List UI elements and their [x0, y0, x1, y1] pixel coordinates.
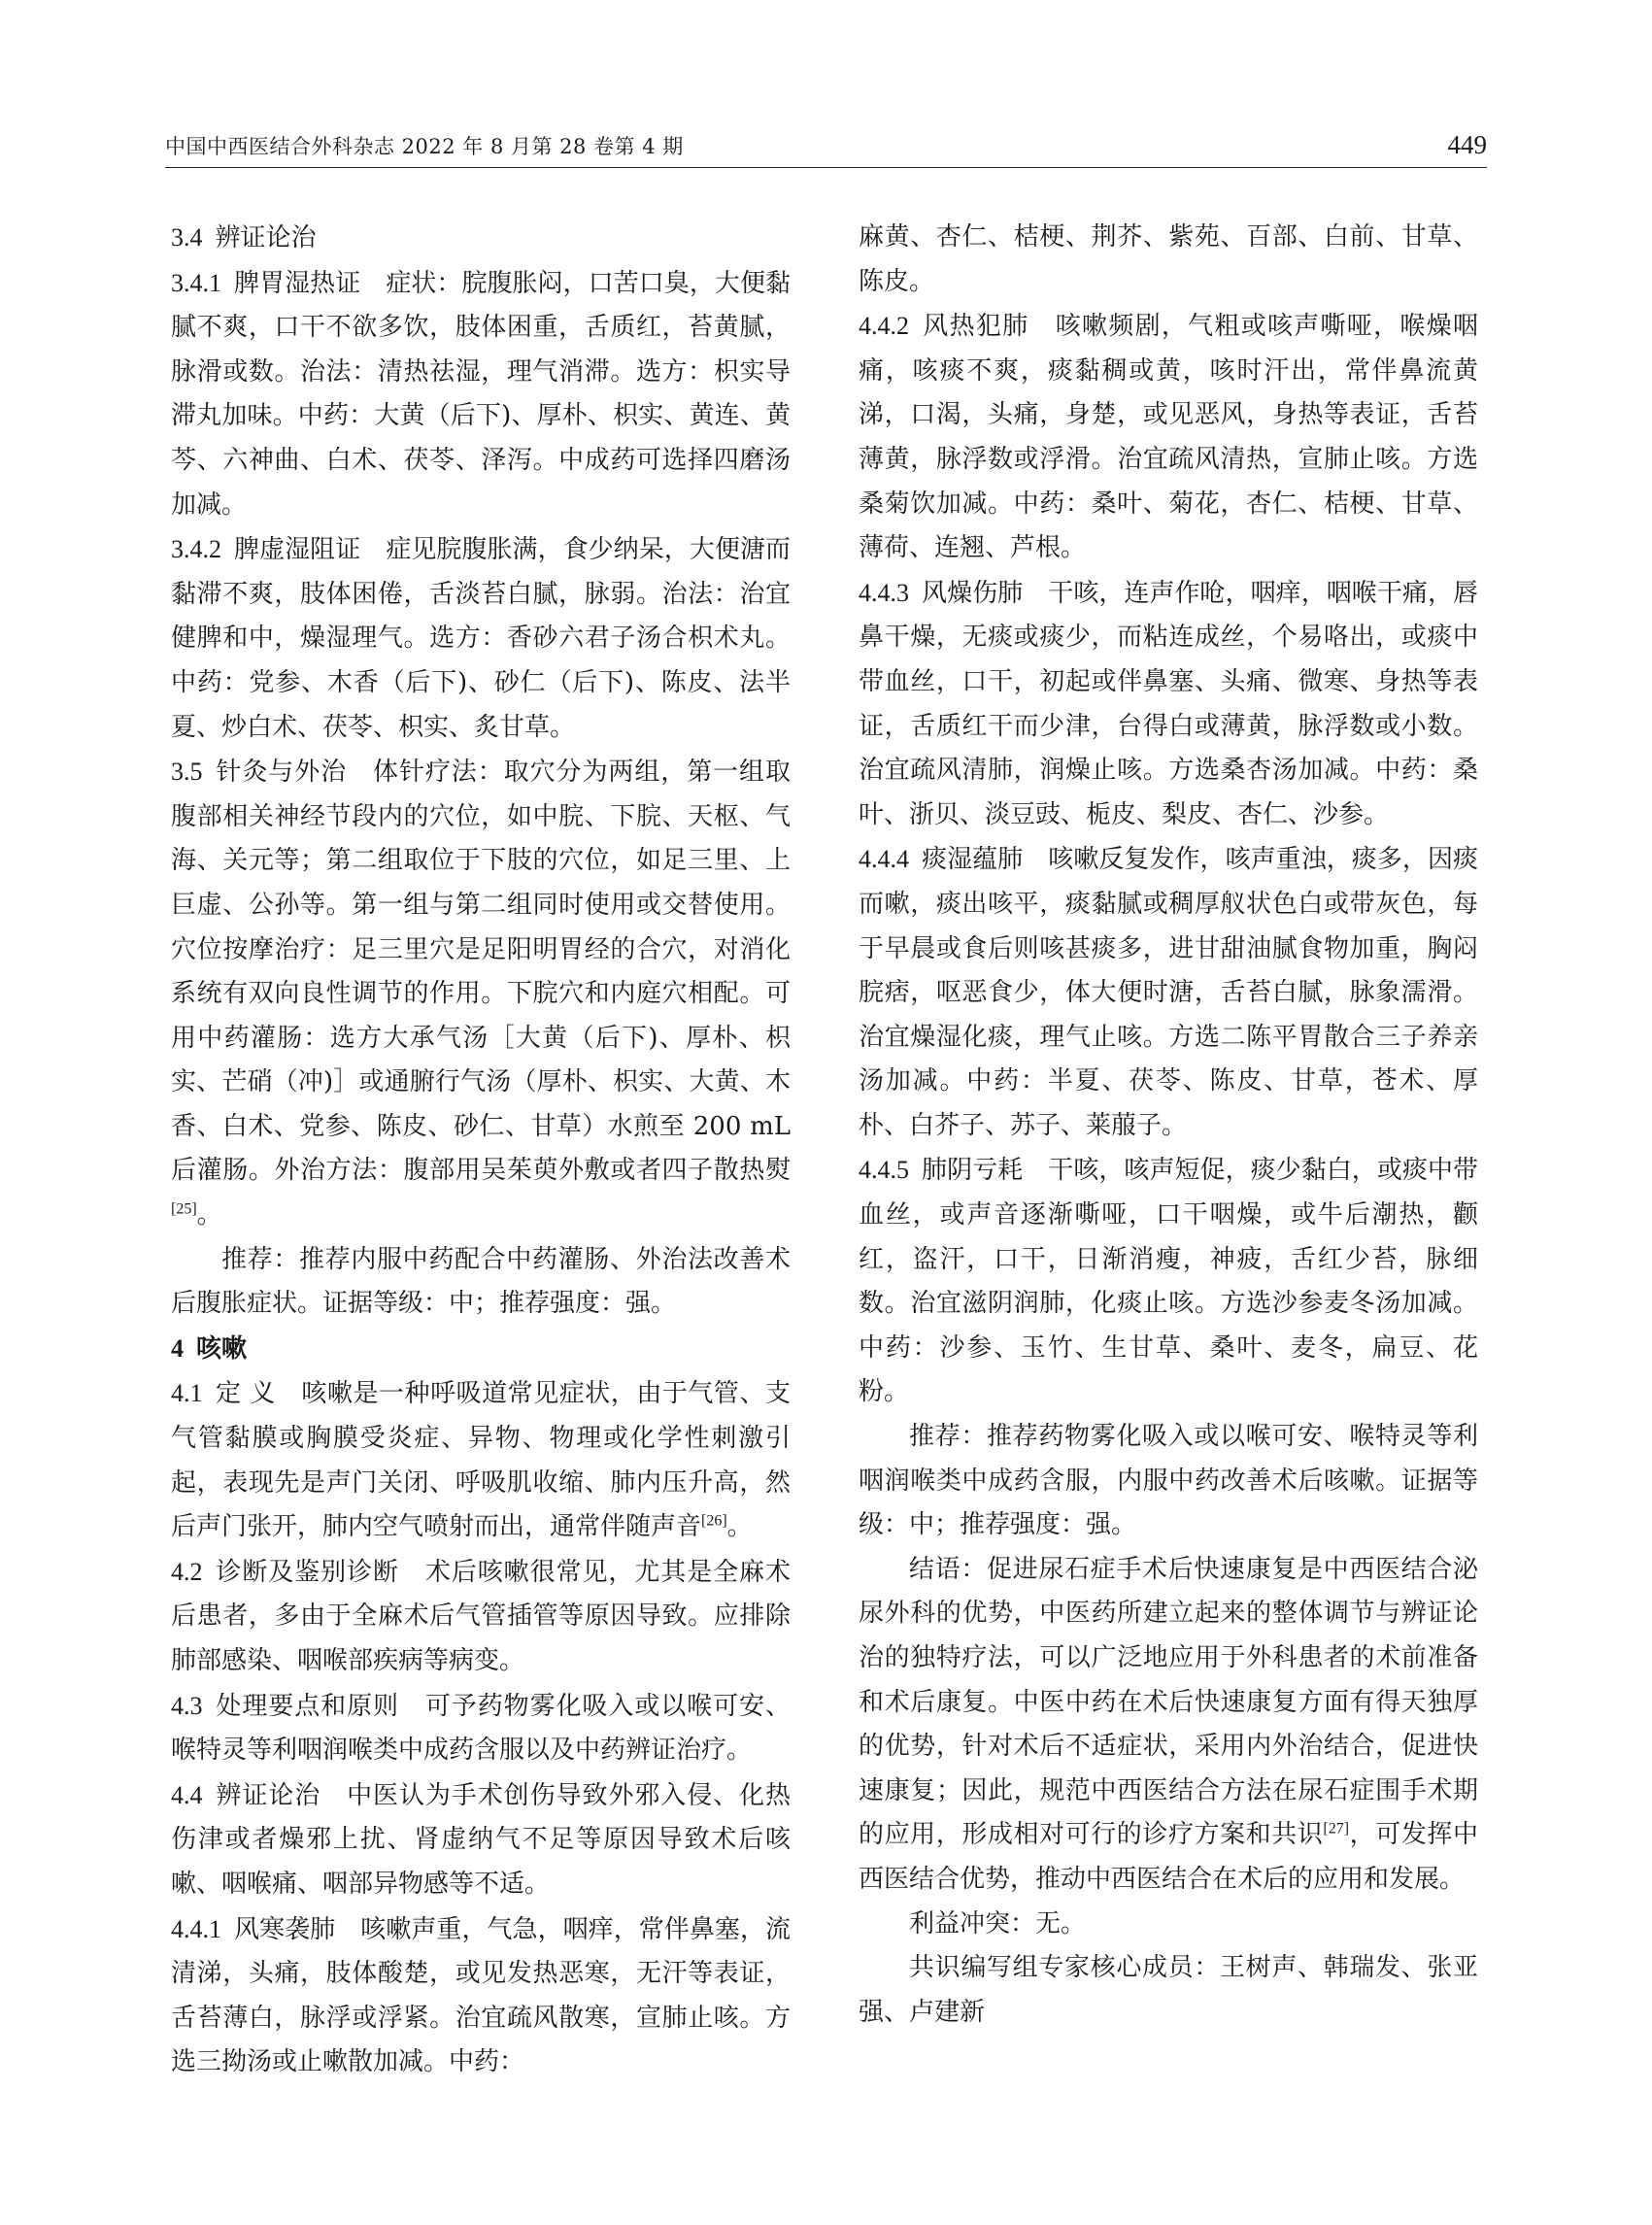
paragraph-text: 风燥伤肺 干咳，连声作呛，咽痒，咽喉干痛，唇鼻干燥，无痰或痰少，而粘连成丝，个易咯出，或痰中带血丝，口干，初起或伴鼻塞、头痛、微寒、身热等表证，舌质红干而少津，台得白或薄黄，脉浮数或小数。治宜疏风清肺，润燥止咳。方选桑杏汤加减。中药：桑叶、浙贝、淡豆豉、栀皮、梨皮、杏仁、沙参。: [859, 578, 1478, 829]
paragraph-4-4-1: [171, 1907, 791, 2085]
expert-members: 共识编写组专家核心成员：王树声、韩瑞发、张亚强、卢建新: [859, 1953, 1478, 2027]
section-number: 3.4: [171, 223, 203, 252]
section-number: 4.4.5: [859, 1156, 909, 1185]
paragraph-4-4-3: [859, 571, 1478, 838]
paragraph-text: 肺阴亏耗 干咳，咳声短促，痰少黏白，或痰中带血丝，或声音逐渐嘶哑，口干咽燥，或牛后潮热，颧红，盗汗，口干，日渐消瘦，神疲，舌红少苔，脉细数。治宜滋阴润肺，化痰止咳。方选沙参麦冬汤加减。中药：沙参、玉竹、生甘草、桑叶、麦冬，扁豆、花粉。: [859, 1156, 1478, 1407]
paragraph-4-3: [171, 1684, 791, 1773]
paragraph-text: 脾虚湿阻证 症见脘腹胀满，食少纳呆，大便溏而黏滞不爽，肢体困倦，舌淡苔白腻，脉弱。治法：治宜健脾和中，燥湿理气。选方：香砂六君子汤合枳术丸。中药：党参、木香（后下)、砂仁（后下)、陈皮、法半夏、炒白术、茯苓、枳实、炙甘草。: [171, 535, 791, 742]
paragraph-4-4-5: [859, 1148, 1478, 1415]
paragraph-4-4-1-continued: 麻黄、杏仁、桔梗、荆芥、紫苑、百部、白前、甘草、陈皮。: [859, 222, 1478, 296]
paragraph-4-2: [171, 1550, 791, 1684]
conflict-of-interest: 利益冲突：无。: [909, 1908, 1087, 1938]
section-heading-3-4: [171, 216, 791, 261]
paragraph-text: 针灸与外治 体针疗法：取穴分为两组，第一组取腹部相关神经节段内的穴位，如中脘、下脘、天枢、气海、关元等；第二组取位于下肢的穴位，如足三里、上巨虚、公孙等。第一组与第二组同时使用或交替使用。穴位按摩治疗：足三里穴是足阳明胃经的合穴，对消化系统有双向良性调节的作用。下脘穴和内庭穴相配。可用中药灌肠：选方大承气汤［大黄（后下)、厚朴、枳实、芒硝（冲)］或通腑行气汤（厚朴、枳实、大黄、木香、白术、党参、陈皮、砂仁、甘草）水煎至 200 mL 后灌肠。外治方法：腹部用吴茱萸外敷或者四子散热熨: [171, 758, 791, 1186]
paragraph-text: 处理要点和原则 可予药物雾化吸入或以喉可安、喉特灵等利咽润喉类中成药含服以及中药辨证治疗。: [171, 1691, 791, 1766]
section-number: 4.4.3: [859, 578, 909, 607]
section-number: 3.5: [171, 758, 203, 787]
section-title: 辨证论治: [215, 223, 317, 253]
section-number: 4.3: [171, 1691, 203, 1720]
left-column: [171, 216, 791, 2085]
paragraph-text: 风寒袭肺 咳嗽声重，气急，咽痒，常伴鼻塞，流清涕，头痛，肢体酸楚，或见发热恶寒，无汗等表证，舌苔薄白，脉浮或浮紧。治宜疏风散寒，宣肺止咳。方选三拗汤或止嗽散加减。中药：: [171, 1914, 791, 2077]
conclusion: [859, 1548, 1478, 1903]
paragraph-text: 诊断及鉴别诊断 术后咳嗽很常见，尤其是全麻术后患者，多由于全麻术后气管插管等原因导致。应排除肺部感染、咽喉部疾病等病变。: [171, 1557, 791, 1675]
journal-citation: 中国中西医结合外科杂志 2022 年 8 月第 28 卷第 4 期: [165, 135, 684, 158]
section-heading-4: [171, 1327, 791, 1372]
section-number: 4.4.1: [171, 1914, 221, 1943]
section-number: 4.2: [171, 1557, 203, 1586]
paragraph-text: 定 义 咳嗽是一种呼吸道常见症状，由于气管、支气管黏膜或胸膜受炎症、异物、物理或化学性刺激引起，表现先是声门关闭、呼吸肌收缩、肺内压升高，然后声门张开，肺内空气喷射而出，通常伴随声音: [171, 1379, 791, 1542]
citation-ref: [26]: [701, 1512, 727, 1530]
page-number: 449: [1447, 130, 1487, 159]
citation-ref: [25]: [171, 1200, 197, 1218]
section-number: 4: [171, 1333, 184, 1363]
paragraph-4-1: [171, 1371, 791, 1549]
paragraph-text: 痰湿蕴肺 咳嗽反复发作，咳声重浊，痰多，因痰而嗽，痰出咳平，痰黏腻或稠厚舣状色白或带灰色，每于早晨或食后则咳甚痰多，进甘甜油腻食物加重，胸闷脘痞，呕恶食少，体大便时溏，舌苔白腻，脉象濡滑。治宜燥湿化痰，理气止咳。方选二陈平胃散合三子养亲汤加减。中药：半夏、茯苓、陈皮、甘草，苍术、厚朴、白芥子、苏子、莱菔子。: [859, 845, 1478, 1140]
paragraph-4-4: [171, 1773, 791, 1907]
citation-ref: [27]: [1323, 1820, 1350, 1837]
section-number: 4.4.4: [859, 845, 909, 874]
header-rule: [165, 167, 1487, 168]
paragraph-3-4-2: [171, 527, 791, 750]
paragraph-end: 。: [726, 1512, 753, 1542]
paragraph-text: 辨证论治 中医认为手术创伤导致外邪入侵、化热伤津或者燥邪上扰、肾虚纳气不足等原因导致术后咳嗽、咽喉痛、咽部异物感等不适。: [171, 1780, 791, 1899]
section-number: 4.1: [171, 1379, 203, 1408]
section-number: 3.4.2: [171, 535, 221, 564]
section-number: 4.4: [171, 1780, 203, 1809]
paragraph-4-4-4: [859, 837, 1478, 1148]
paragraph-4-4-2: [859, 304, 1478, 571]
recommendation-4-4: 推荐：推荐药物雾化吸入或以喉可安、喉特灵等利咽润喉类中成药含服，内服中药改善术后咳嗽。证据等级：中；推荐强度：强。: [859, 1422, 1478, 1540]
right-column: [859, 216, 1478, 2035]
paragraph-end: ，可发挥中西医结合优势，推动中西医结合在术后的应用和发展。: [859, 1820, 1478, 1894]
paragraph-text: 脾胃湿热证 症状：脘腹胀闷，口苦口臭，大便黏腻不爽，口干不欲多饮，肢体困重，舌质红，苔黄腻，脉滑或数。治法：清热祛湿，理气消滞。选方：枳实导滞丸加味。中药：大黄（后下)、厚朴、枳实、黄连、黄芩、六神曲、白术、茯苓、泽泻。中成药可选择四磨汤加减。: [171, 268, 791, 520]
paragraph-end: 。: [196, 1200, 222, 1230]
section-number: 3.4.1: [171, 268, 221, 297]
recommendation-3-5: 推荐：推荐内服中药配合中药灌肠、外治法改善术后腹胀症状。证据等级：中；推荐强度：强。: [171, 1244, 791, 1319]
section-title: 咳嗽: [196, 1333, 248, 1364]
paragraph-3-5: [171, 750, 791, 1238]
running-header: [165, 132, 1487, 165]
paragraph-text: 结语：促进尿石症手术后快速康复是中西医结合泌尿外科的优势，中医药所建立起来的整体调节与辨证论治的独特疗法，可以广泛地应用于外科患者的术前准备和术后康复。中医中药在术后快速康复方面有得天独厚的优势，针对术后不适症状，采用内外治结合，促进快速康复；因此，规范中西医结合方法在尿石症围手术期的应用，形成相对可行的诊疗方案和共识: [859, 1554, 1478, 1850]
paragraph-text: 风热犯肺 咳嗽频剧，气粗或咳声嘶哑，喉燥咽痛，咳痰不爽，痰黏稠或黄，咳时汗出，常伴鼻流黄涕，口渴，头痛，身楚，或见恶风，身热等表证，舌苔薄黄，脉浮数或浮滑。治宜疏风清热，宣肺止咳。方选桑菊饮加减。中药：桑叶、菊花，杏仁、桔梗、甘草、薄荷、连翘、芦根。: [859, 312, 1478, 563]
section-number: 4.4.2: [859, 312, 909, 341]
paragraph-3-4-1: [171, 261, 791, 528]
